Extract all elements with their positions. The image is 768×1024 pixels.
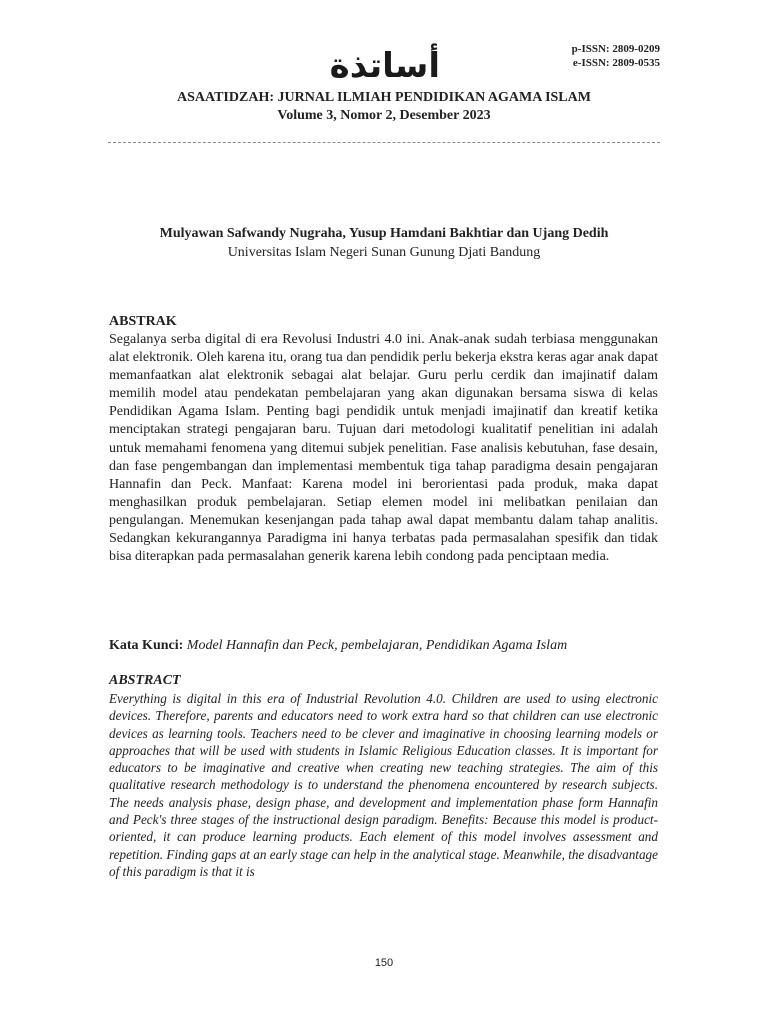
journal-title: ASAATIDZAH: JURNAL ILMIAH PENDIDIKAN AGAMA ISLAM (177, 90, 591, 105)
journal-volume: Volume 3, Nomor 2, Desember 2023 (277, 108, 491, 123)
p-issn: p-ISSN: 2809-0209 (571, 43, 660, 55)
issn-block (572, 42, 660, 70)
abstract-heading: ABSTRACT (109, 673, 181, 688)
abstrak-heading: ABSTRAK (109, 314, 177, 329)
article-affiliation: Universitas Islam Negeri Sunan Gunung Djati Bandung (227, 245, 541, 260)
keywords (109, 637, 658, 655)
header-divider (108, 142, 660, 143)
page-number: 150 (374, 957, 394, 969)
e-issn: e-ISSN: 2809-0535 (572, 57, 660, 69)
keywords-text: Model Hannafin dan Peck, pembelajaran, Pendidikan Agama Islam (186, 638, 568, 653)
abstrak-body: Segalanya serba digital di era Revolusi Industri 4.0 ini. Anak-anak sudah terbiasa menggunakan alat elektronik. Oleh karena itu, orang tua dan pendidik perlu bekerja ekstra keras agar anak dapat memanfaatkan alat elektronik sebagai alat belajar. Guru perlu cerdik dan imajinatif dalam memilih model atau pendekatan pembelajaran yang akan digunakan bersama siswa di kelas Pendidikan Agama Islam. Penting bagi pendidik untuk menjadi imajinatif dan kreatif ketika menciptakan strategi pengajaran baru. Tujuan dari metodologi kualitatif penelitian ini adalah untuk memahami fenomena yang ditemui subjek penelitian. Fase analisis kebutuhan, fase desain, dan fase pengembangan dan implementasi membentuk tiga tahap paradigma desain pengajaran Hannafin dan Peck. Manfaat: Karena model ini berorientasi pada produk, maka dapat menghasilkan produk pembelajaran. Setiap elemen model ini melibatkan penilaian dan pengulangan. Menemukan kesenjangan pada tahap awal dapat membantu dalam tahap analitis. Sedangkan kekurangannya Paradigma ini hanya terbatas pada permasalahan spesifik dan tidak bisa diterapkan pada permasalahan generik karena lebih condong pada penciptaan media. (109, 332, 658, 565)
article-authors: Mulyawan Safwandy Nugraha, Yusup Hamdani Bakhtiar dan Ujang Dedih (159, 226, 609, 241)
abstract-body: Everything is digital in this era of Industrial Revolution 4.0. Children are used to using electronic devices. Therefore, parents and educators need to work extra hard so that children can use electronic devices as learning tools. Teachers need to be clever and imaginative in choosing learning models or approaches that will be used with students in Islamic Religious Education classes. It is important for educators to be imaginative and creative when creating new teaching strategies. The aim of this qualitative research methodology is to understand the phenomena encountered by research subjects. The needs analysis phase, design phase, and development and implementation phase form Hannafin and Peck's three stages of the instructional design paradigm. Benefits: Because this model is product-oriented, it can produce learning products. Each element of this model involves assessment and repetition. Finding gaps at an early stage can help in the analytical stage. Meanwhile, the disadvantage of this paradigm is that it is (109, 691, 658, 879)
journal-logo: أساتذة (329, 46, 440, 86)
keywords-label: Kata Kunci: (109, 638, 184, 653)
